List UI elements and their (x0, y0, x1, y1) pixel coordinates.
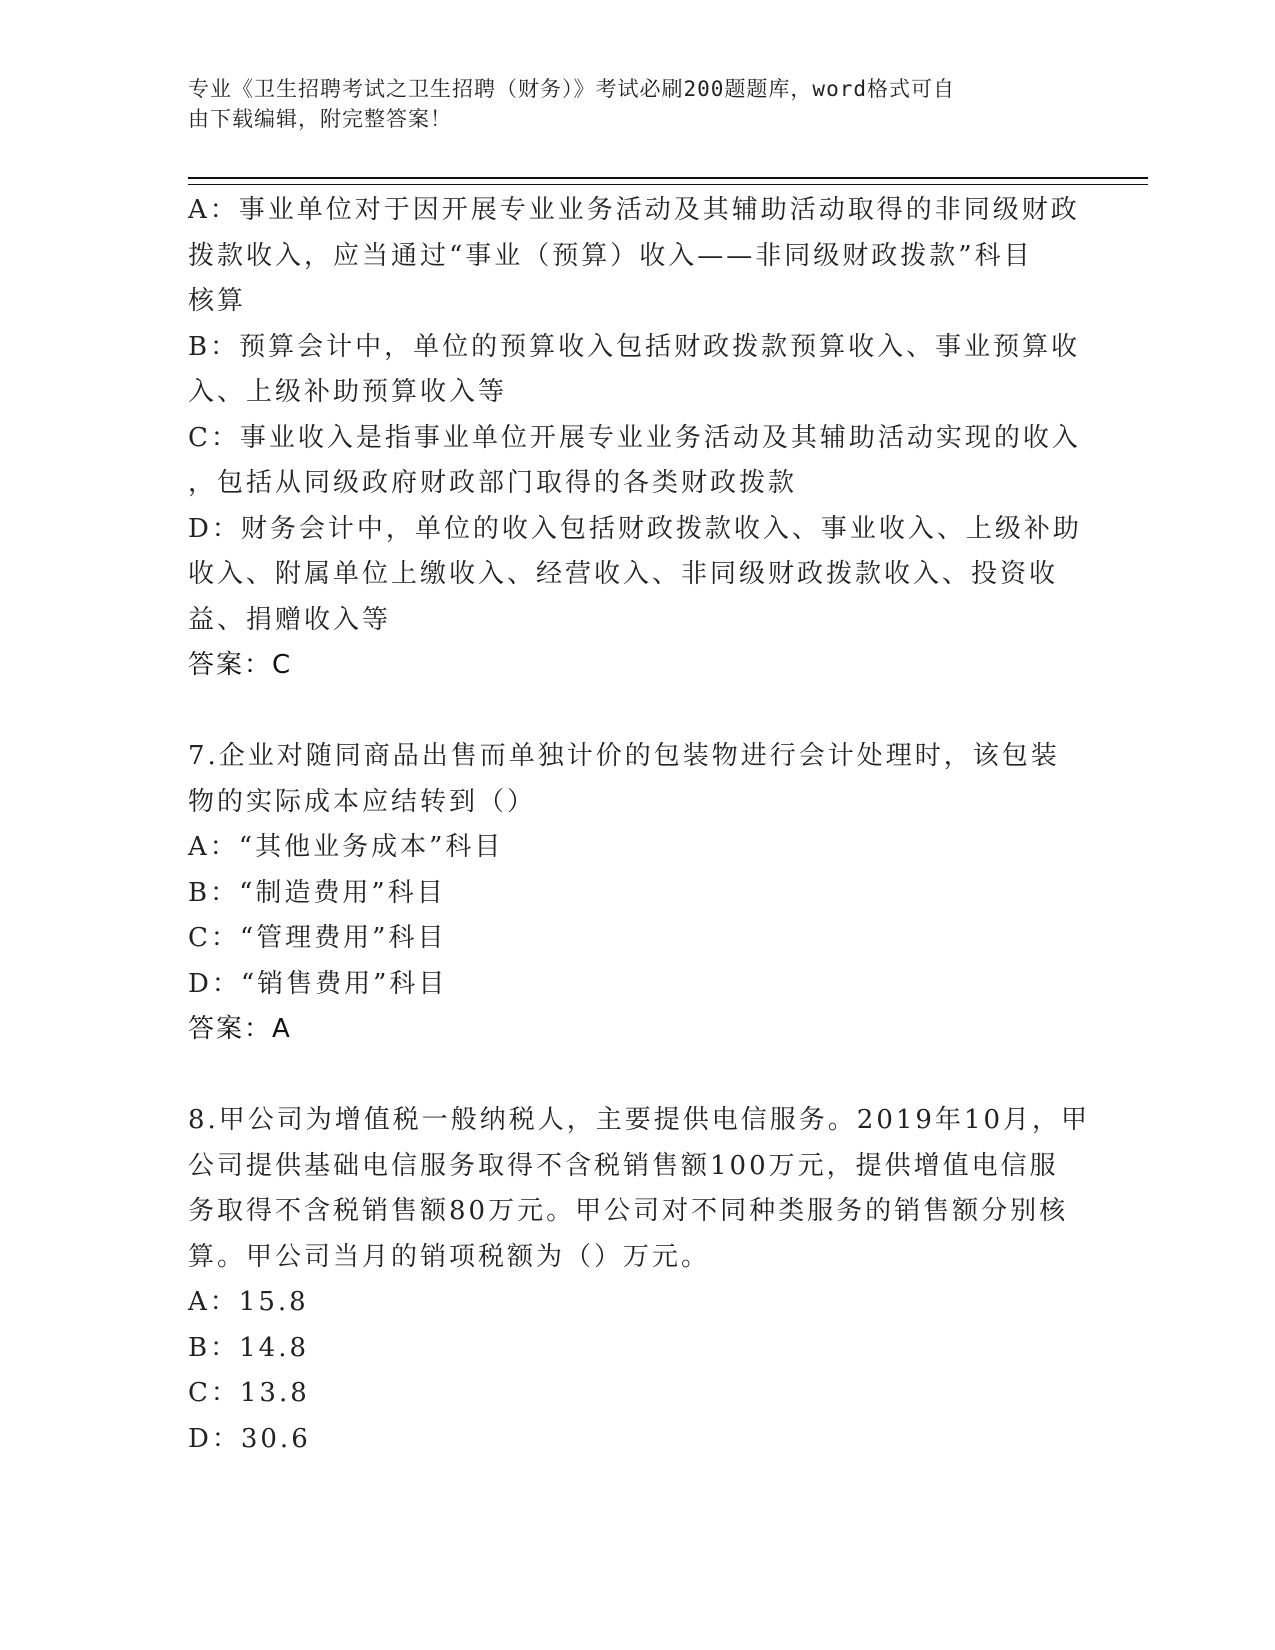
q7-stem-line-1: 7.企业对随同商品出售而单独计价的包装物进行会计处理时，该包装 (188, 741, 1060, 771)
q7-answer: 答案：A (188, 1014, 292, 1044)
question-6-options (188, 188, 1082, 643)
q6-option-a-line-1: A：事业单位对于因开展专业业务活动及其辅助活动取得的非同级财政 (188, 195, 1080, 225)
q8-stem-line-4: 算。甲公司当月的销项税额为（）万元。 (188, 1241, 711, 1272)
q8-option-b: B：14.8 (188, 1332, 309, 1363)
q7-option-a: A：“其他业务成本”科目 (188, 832, 504, 862)
q8-stem-line-2: 公司提供基础电信服务取得不含税销售额100万元，提供增值电信服 (188, 1150, 1059, 1181)
spacer (188, 1053, 1068, 1099)
q6-option-a-line-3: 核算 (188, 286, 247, 316)
q8-option-d: D：30.6 (188, 1423, 311, 1454)
header-line-2: 由下载编辑，附完整答案！ (188, 107, 452, 131)
q6-option-b-line-1: B：预算会计中，单位的预算收入包括财政拨款预算收入、事业预算收 (188, 331, 1081, 362)
q8-option-a: A：15.8 (188, 1287, 309, 1317)
header-line-1: 专业《卫生招聘考试之卫生招聘（财务）》考试必刷200题题库，word格式可自 (188, 77, 955, 101)
q7-option-c: C：“管理费用”科目 (188, 923, 447, 953)
q6-option-b-line-2: 入、上级补助预算收入等 (188, 377, 508, 407)
q6-option-d-line-1: D：财务会计中，单位的收入包括财政拨款收入、事业收入、上级补助 (188, 513, 1082, 544)
q8-option-c: C：13.8 (188, 1378, 310, 1408)
q8-stem-line-1: 8.甲公司为增值税一般纳税人，主要提供电信服务。2019年10月，甲 (188, 1105, 1091, 1135)
spacer (188, 689, 1068, 735)
q7-stem-line-2: 物的实际成本应结转到（） (188, 786, 537, 817)
question-7 (188, 734, 1068, 1007)
q6-option-c-line-2: ，包括从同级政府财政部门取得的各类财政拨款 (188, 468, 798, 498)
header-rule-thin (188, 184, 1148, 185)
header-rule-thick (188, 177, 1148, 179)
q7-option-b: B：“制造费用”科目 (188, 877, 446, 908)
document-body (188, 188, 1091, 1462)
document-header (188, 74, 1068, 134)
q6-option-d-line-3: 益、捐赠收入等 (188, 604, 392, 635)
q6-option-a-line-2: 拨款收入，应当通过“事业（预算）收入——非同级财政拨款”科目 (188, 240, 1033, 271)
q6-option-d-line-2: 收入、附属单位上缴收入、经营收入、非同级财政拨款收入、投资收 (188, 559, 1059, 589)
q7-option-d: D：“销售费用”科目 (188, 968, 448, 999)
q8-stem-line-3: 务取得不含税销售额80万元。甲公司对不同种类服务的销售额分别核 (188, 1196, 1069, 1226)
q6-option-c-line-1: C：事业收入是指事业单位开展专业业务活动及其辅助活动实现的收入 (188, 422, 1081, 453)
q6-answer: 答案：C (188, 650, 293, 680)
question-8 (188, 1098, 1091, 1462)
